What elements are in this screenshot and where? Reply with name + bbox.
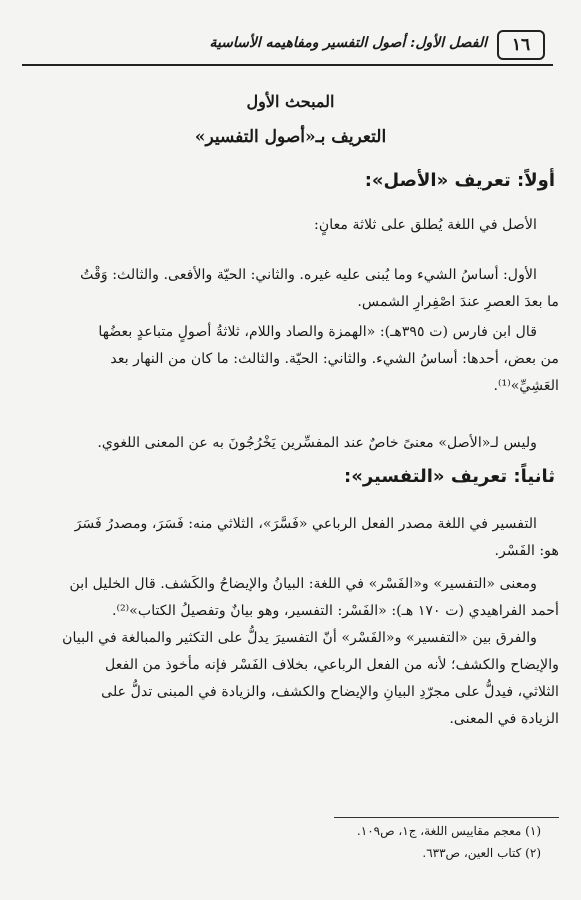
header-rule (22, 64, 553, 66)
text-line: التفسير في اللغة مصدر الفعل الرباعي «فَسَّرَ»، الثلاثي منه: فَسَرَ، ومصدرُ فَسَرَ (74, 516, 537, 532)
footnote: (٢) كتاب العين، ص٦٣٣. (422, 846, 541, 860)
text-line: والفرق بين «التفسير» و«الفَسْر» أنّ التفسيرَ يدلُّ على التكثير والمبالغة في البيان (62, 630, 537, 646)
text-line: ما بعدَ العصرِ عندَ اصْفِرارِ الشمس. (357, 294, 559, 310)
paragraph (20, 511, 559, 565)
heading-asl: أولاً: تعريف «الأصل»: (364, 170, 555, 191)
paragraph (20, 262, 559, 316)
section-title: المبحث الأول (246, 92, 335, 111)
text-line: وليس لـ«الأصل» معنىً خاصٌ عند المفسِّرين يَخْرُجُونَ به عن المعنى اللغوي. (97, 435, 537, 451)
text-line: الثلاثي، فيدلُّ على مجرّدِ البيانِ والإيضاح والكشف، والزيادة في المبنى تدلُّ على (101, 684, 559, 700)
definition-title: التعريف بـ«أصول التفسير» (194, 127, 387, 147)
text-line: الزيادة في المعنى. (449, 711, 559, 727)
text-line: من بعض، أحدها: أساسُ الشيء. والثاني: الحيّة. والثالث: ما كان من النهار بعد (110, 351, 559, 367)
paragraph (20, 212, 559, 239)
text-line: والإيضاح والكشف؛ لأنه من الفعل الرباعي، بخلاف الفَسْر فإنه مأخوذ من الفعل (105, 657, 559, 673)
paragraph (20, 625, 559, 733)
text-line: ومعنى «التفسير» و«الفَسْر» في اللغة: البيانُ والإيضاحُ والكَشف. قال الخليل ابن (69, 576, 537, 592)
paragraph (20, 430, 559, 457)
heading-tafsir: ثانياً: تعريف «التفسير»: (344, 466, 555, 487)
running-title: الفصل الأول: أصول التفسير ومفاهيمه الأساسية (209, 35, 487, 51)
text-line: هو: الفَسْر. (494, 543, 559, 559)
text-line: الأول: أساسُ الشيء وما يُبنى عليه غيره. والثاني: الحيّة والأفعى. والثالث: وَقْتُ (80, 267, 537, 283)
paragraph (20, 319, 559, 400)
footnote-rule (334, 817, 559, 818)
paragraph (20, 571, 559, 625)
text-line: قال ابن فارس (ت ٣٩٥هـ): «الهمزة والصاد واللام، ثلاثةُ أصولٍ متباعدٍ بعضُها (98, 324, 537, 340)
page-number: ١٦ (497, 30, 545, 60)
footnote: (١) معجم مقاييس اللغة، ج١، ص١٠٩. (356, 824, 541, 838)
text-line: أحمد الفراهيدي (ت ١٧٠ هـ): «الفَسْر: التفسير، وهو بيانٌ وتفصيلُ الكتاب»⁽²⁾. (111, 603, 559, 619)
text-line: العَشِيِّ»⁽¹⁾. (493, 378, 559, 394)
text-line: الأصل في اللغة يُطلق على ثلاثة معانٍ: (314, 217, 537, 233)
